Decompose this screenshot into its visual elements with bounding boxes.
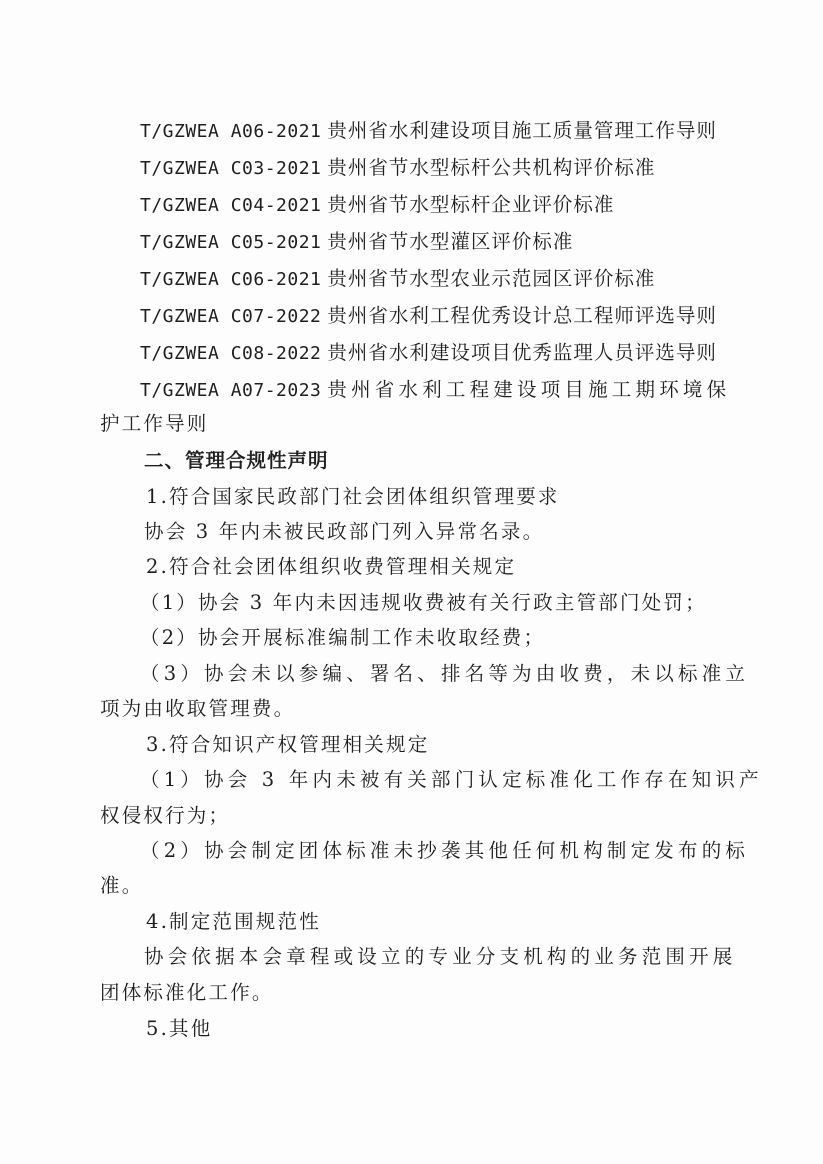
standard-code: T/GZWEA C04-2021 (140, 195, 322, 216)
item3-paragraph-continuation: 准。 (100, 874, 144, 897)
standard-row (140, 155, 655, 181)
standard-code: T/GZWEA C06-2021 (140, 269, 322, 290)
standard-code: T/GZWEA A07-2023 (140, 380, 322, 401)
item3-paragraph: （1）协会 3 年内未被有关部门认定标准化工作存在知识产 (140, 768, 763, 791)
item4-paragraph-continuation: 团体标准化工作。 (100, 981, 274, 1004)
standard-code: T/GZWEA C08-2022 (140, 343, 322, 364)
standard-row (140, 266, 655, 292)
standard-title: 贵州省节水型标杆企业评价标准 (327, 193, 615, 216)
item4-title: 4.制定范围规范性 (146, 910, 321, 933)
standard-title: 贵州省水利建设项目优秀监理人员评选导则 (327, 341, 717, 364)
standard-code: T/GZWEA A06-2021 (140, 121, 322, 142)
standard-title: 贵州省节水型标杆公共机构评价标准 (327, 156, 656, 179)
standard-row (140, 303, 717, 329)
standard-row (140, 229, 573, 255)
item2-paragraph-continuation: 项为由收取管理费。 (100, 697, 296, 720)
standard-title: 贵州省水利建设项目施工质量管理工作导则 (327, 119, 717, 142)
item5-title: 5.其他 (146, 1017, 213, 1040)
item2-paragraph: （2）协会开展标准编制工作未收取经费； (140, 626, 546, 649)
standard-title: 贵州省水利工程优秀设计总工程师评选导则 (327, 304, 717, 327)
standard-row (140, 377, 730, 403)
standard-code: T/GZWEA C03-2021 (140, 158, 322, 179)
item2-paragraph: （3）协会未以参编、署名、排名等为由收费，未以标准立 (140, 662, 750, 685)
standard-title: 贵州省节水型农业示范园区评价标准 (327, 267, 656, 290)
item4-paragraph: 协会依据本会章程或设立的专业分支机构的业务范围开展 (144, 945, 737, 968)
item3-paragraph: （2）协会制定团体标准未抄袭其他任何机构制定发布的标 (140, 839, 750, 862)
section-heading: 二、管理合规性声明 (144, 449, 329, 472)
item2-title: 2.符合社会团体组织收费管理相关规定 (146, 555, 517, 578)
standard-code: T/GZWEA C07-2022 (140, 306, 322, 327)
item2-paragraph: （1）协会 3 年内未因违规收费被有关行政主管部门处罚； (140, 591, 707, 614)
item1-text: 协会 3 年内未被民政部门列入异常名录。 (144, 520, 545, 543)
item1-title: 1.符合国家民政部门社会团体组织管理要求 (146, 485, 560, 508)
standard-title: 贵州省节水型灌区评价标准 (327, 230, 574, 253)
standard-title-continuation: 护工作导则 (100, 412, 209, 435)
standard-code: T/GZWEA C05-2021 (140, 232, 322, 253)
standard-row (140, 118, 717, 144)
standard-row (140, 340, 717, 366)
item3-paragraph-continuation: 权侵权行为； (100, 804, 231, 827)
standard-row (140, 192, 614, 218)
item3-title: 3.符合知识产权管理相关规定 (146, 733, 430, 756)
standard-title: 贵州省水利工程建设项目施工期环境保 (327, 378, 731, 401)
